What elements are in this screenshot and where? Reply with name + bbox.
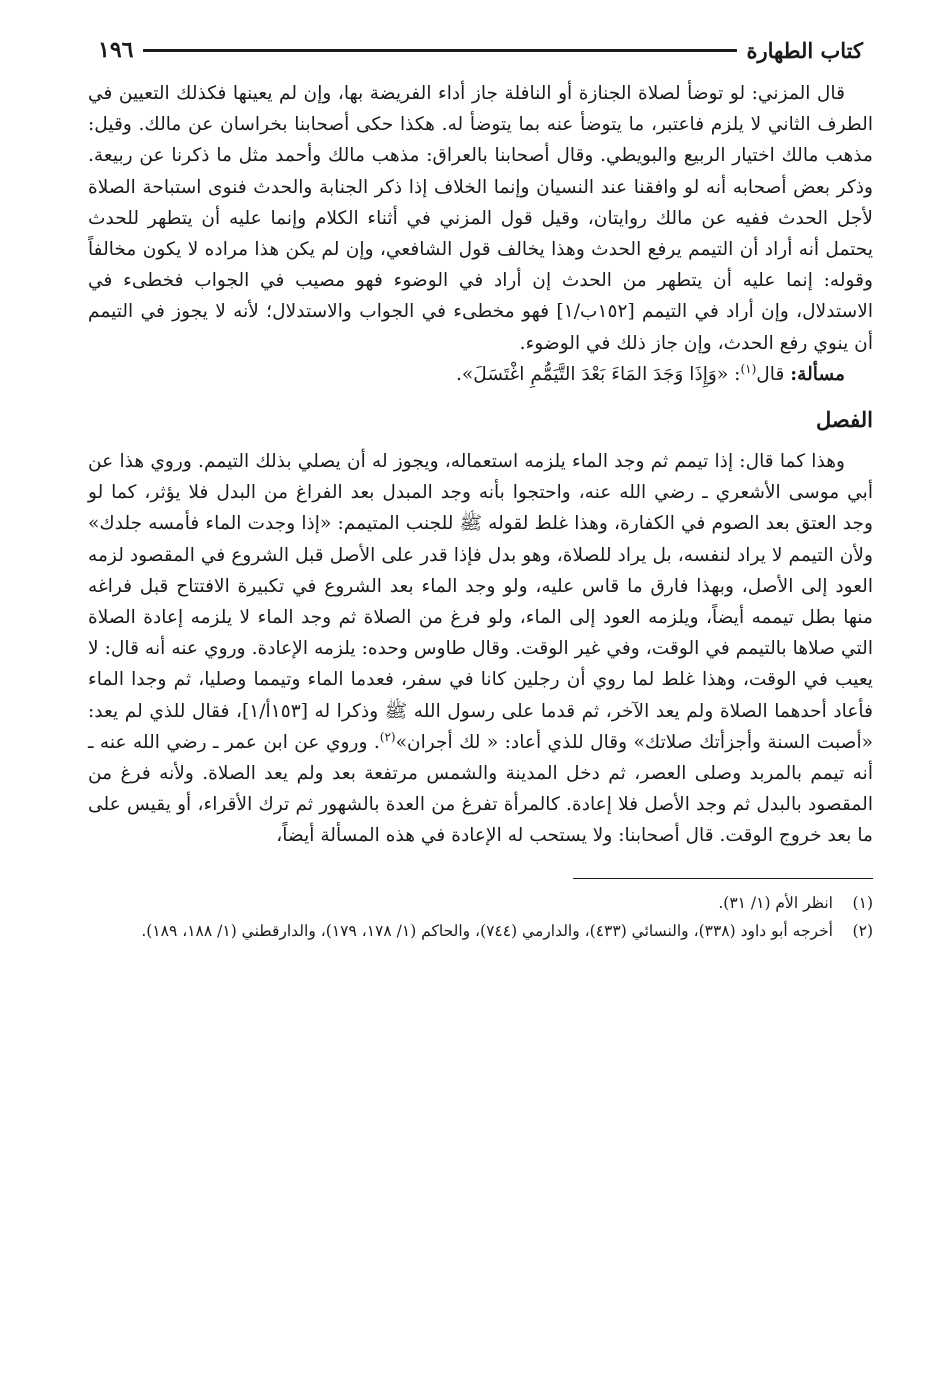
footnote-text: انظر الأم (١/ ٣١).	[718, 893, 833, 912]
masala-text-before: قال	[756, 363, 785, 385]
paragraph-2-part-2: . وروي عن ابن عمر ـ رضي الله عنه ـ أنه تيمم بالمربد وصلى العصر، ثم دخل المدينة والشمس مرتفعة بعد ولم يعد الصلاة. ولأنه فرغ من المقصود بالبدل ثم وجد الأصل فلا إعادة. كالمرأة تفرغ من العدة بالشهور ثم ترك الأقراء، أو يقيس على ما بعد خروج الوقت. قال أصحابنا: ولا يستحب له الإعادة في هذه المسألة أيضاً،	[88, 731, 873, 847]
footnote-number: (٢)	[852, 921, 873, 940]
main-text	[88, 78, 873, 852]
footnote-text: أخرجه أبو داود (٣٣٨)، والنسائي (٤٣٣)، والدارمي (٧٤٤)، والحاكم (١/ ١٧٨، ١٧٩)، والدارقطني (١/ ١٨٨، ١٨٩).	[141, 921, 833, 940]
masala-text-after: : «وَإِذَا وَجَدَ المَاءَ بَعْدَ التَّيَمُّمِ اغْتَسَلَ».	[455, 363, 741, 385]
page	[88, 30, 873, 1346]
section-heading: الفصل	[816, 407, 873, 433]
footnote-1	[88, 889, 873, 917]
masala-label: مسألة:	[790, 363, 845, 385]
book-title: كتاب الطهارة	[746, 37, 863, 63]
page-header	[88, 30, 873, 70]
footnote-rule	[573, 878, 873, 879]
masala-line	[88, 359, 873, 390]
footnote-2	[88, 917, 873, 945]
page-number: ١٩٦	[98, 37, 134, 63]
footnote-ref-1: (١)	[740, 361, 757, 376]
paragraph-2-part-1: وهذا كما قال: إذا تيمم ثم وجد الماء يلزمه استعماله، ويجوز له أن يصلي بذلك التيمم. وروي هذا عن أبي موسى الأشعري ـ رضي الله عنه، واحتجوا بأنه وجد المبدل بعد الفراغ من البدل فلا يؤثر، كما لو وجد العتق بعد الصوم في الكفارة، وهذا غلط لقوله ﷺ للجنب المتيمم: «إذا وجدت الماء فأمسه جلدك» ولأن التيمم لا يراد لنفسه، بل يراد للصلاة، وهو بدل فإذا قدر على الأصل قبل الشروع في المقصود لزمه العود إلى الأصل، وبهذا فارق ما قاس عليه، ولو وجد الماء بعد الشروع في تكبيرة الافتتاح قبل فراغه منها بطل تيممه أيضاً، ويلزمه العود إلى الماء، ولو فرغ من الصلاة ثم وجد الماء لا يلزمه إعادة الصلاة التي صلاها بالتيمم في الوقت، وفي غير الوقت. وقال طاوس وحده: يلزمه الإعادة. وروي عنه أنه قال: لا يعيب في الوقت، وهذا غلط لما روي أن رجلين كانا في سفر، فعدما الماء وتيمما وصليا، ثم وجدا الماء فأعاد أحدهما الصلاة ولم يعد الآخر، ثم قدما على رسول الله ﷺ وذكرا له [١٥٣أ/١]، فقال للذي لم يعد: «أصبت السنة وأجزأتك صلاتك» وقال للذي أعاد: « لك أجران»	[88, 451, 873, 753]
paragraph-1: قال المزني: لو توضأ لصلاة الجنازة أو النافلة جاز أداء الفريضة بها، وإن لم يعينها فكذلك التعيين في الطرف الثاني لا يلزم فاعتبر، ما يتوضأ عنه بما يتوضأ له. هكذا حكى أصحابنا بخراسان عن مالك. وقيل: مذهب مالك اختيار الربيع والبويطي. وقال أصحابنا بالعراق: مذهب مالك وأحمد مثل ما ذكرنا عن ربيعة. وذكر بعض أصحابه أنه لو وافقنا عند النسيان وإنما الخلاف إذا ذكر الجنابة والحدث فنوى استباحة الصلاة لأجل الحدث ففيه عن مالك روايتان، وقيل قول المزني في أثناء الكلام وإنما عليه أن يتطهر للحدث يحتمل أنه أراد أن التيمم يرفع الحدث وهذا يخالف قول الشافعي، وإن لم يكن هذا مراده لا يكون مخالفاً وقوله: إنما عليه أن يتطهر من الحدث إن أراد في الوضوء فهو مصيب في الجواب فخطىء في الاستدلال، وإن أراد في التيمم [١٥٢ب/١] فهو مخطىء في الجواب والاستدلال؛ لأنه لا يجوز في التيمم أن ينوي رفع الحدث، وإن جاز ذلك في الوضوء.	[88, 83, 873, 354]
footnote-number: (١)	[852, 893, 873, 912]
header-rule	[143, 49, 736, 52]
footnotes	[88, 889, 873, 945]
paragraph-2	[88, 446, 873, 852]
footnote-ref-2: (٢)	[379, 729, 396, 744]
